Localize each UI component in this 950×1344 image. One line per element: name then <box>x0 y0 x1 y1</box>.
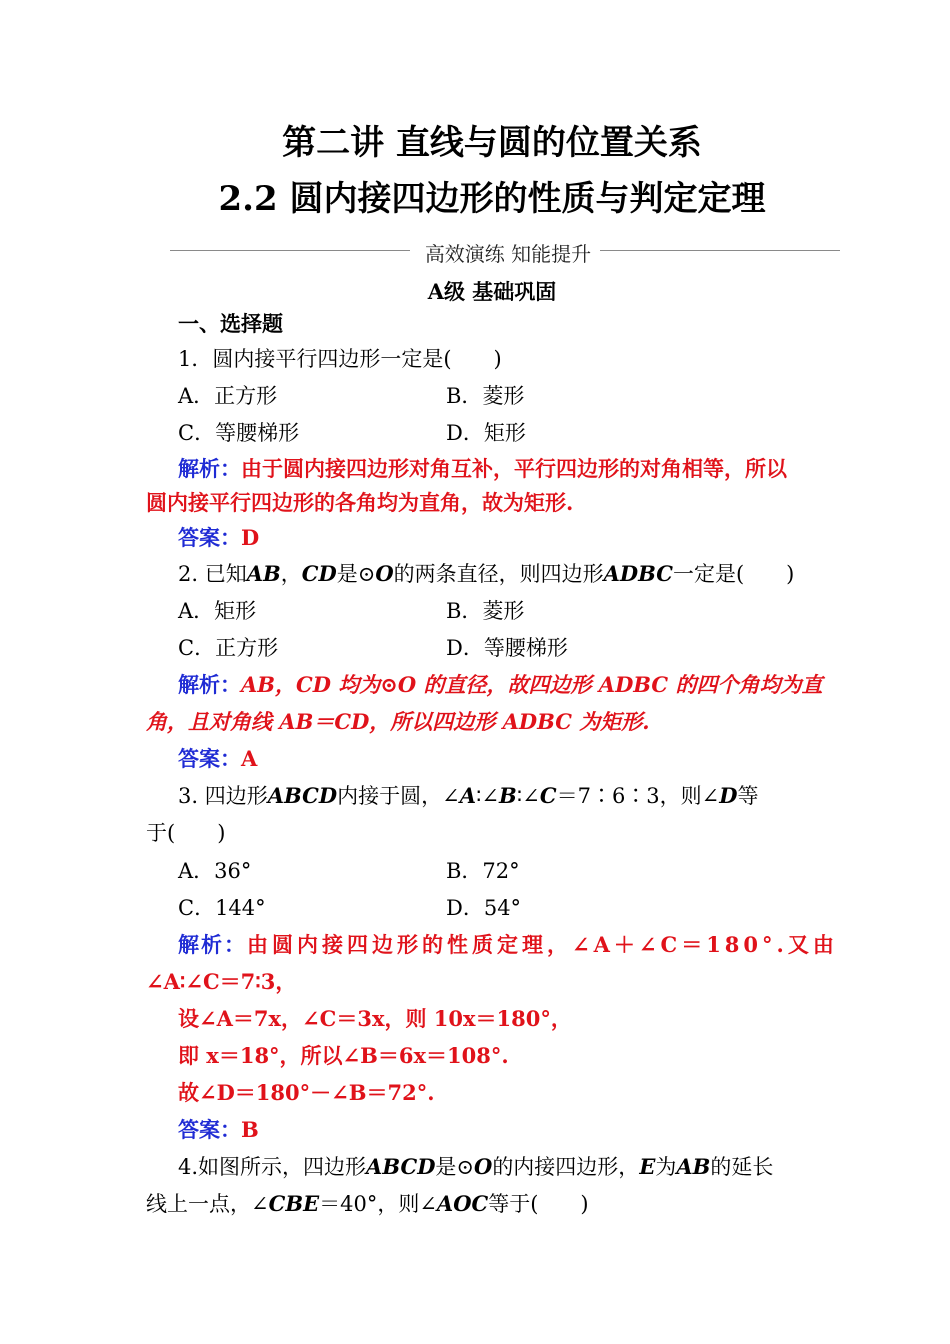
q2-stem-num: 2. 已知 <box>178 562 247 586</box>
q3-stem-ratio: ＝7∶6∶3，则∠ <box>556 784 720 808</box>
q3-analysis-label: 解析： <box>178 932 247 957</box>
q1-stem: 1．圆内接平行四边形一定是( ) <box>178 347 502 371</box>
q2-stem-mid: 是⊙ <box>336 562 376 586</box>
q4-stem-aoc: AOC <box>436 1191 489 1216</box>
section-title: 2.2 圆内接四边形的性质与判定定理 <box>218 179 766 219</box>
q2-option-b: B．菱形 <box>446 599 525 623</box>
q3-stem-a: A <box>459 783 476 808</box>
q1-analysis-line1 <box>178 455 787 483</box>
q4-stem-ab: AB <box>676 1154 711 1179</box>
q2-option-c: C．正方形 <box>178 636 279 660</box>
q3-option-d: D．54° <box>446 896 522 920</box>
q3-stem-b: B <box>499 783 517 808</box>
q4-stem-wei: 为 <box>655 1155 677 1179</box>
q3-stem-line1 <box>178 782 758 810</box>
q1-option-a: A．正方形 <box>178 384 278 408</box>
q3-stem-mid: 内接于圆，∠ <box>337 784 460 808</box>
q3-analysis-line5: 故∠D＝180°－∠B＝72°. <box>178 1080 435 1105</box>
q3-analysis-line3: 设∠A＝7x，∠C＝3x，则 10x＝180°， <box>178 1006 572 1031</box>
q3-stem-line2: 于( ) <box>146 821 226 845</box>
q3-stem-c: C <box>539 783 557 808</box>
q3-option-c: C．144° <box>178 896 266 920</box>
q4-stem-e: E <box>639 1154 656 1179</box>
q2-stem-ab: AB <box>246 561 281 586</box>
level-heading: A级 基础巩固 <box>427 279 557 304</box>
q1-answer <box>178 524 259 552</box>
q2-stem-cd: CD <box>301 561 337 586</box>
q4-stem-line2 <box>146 1190 589 1218</box>
q2-stem-comma: ， <box>280 562 302 586</box>
q2-analysis-line2: 角，且对角线 AB＝CD，所以四边形 ADBC 为矩形. <box>146 709 650 734</box>
q4-stem-line2-end: 等于( ) <box>488 1192 589 1216</box>
q3-analysis-line1 <box>178 931 838 959</box>
q2-stem-o: O <box>375 561 394 586</box>
section-heading-choice: 一、选择题 <box>178 311 283 336</box>
banner-divider <box>170 236 840 266</box>
q2-analysis-label: 解析： <box>178 672 241 697</box>
q3-stem-prefix: 3. 四边形 <box>178 784 268 808</box>
q1-option-c: C．等腰梯形 <box>178 421 300 445</box>
q2-analysis-line1 <box>178 671 822 699</box>
q2-answer-value: A <box>241 746 258 771</box>
banner-text: 高效演练 知能提升 <box>424 242 592 266</box>
q4-stem-extension: 的延长 <box>710 1155 774 1179</box>
q3-stem-abcd: ABCD <box>267 783 338 808</box>
q4-stem-line1 <box>178 1153 773 1181</box>
q3-analysis-text1: 由圆内接四边形的性质定理，∠A＋∠C＝180°.又由 <box>247 932 838 957</box>
q3-answer-label: 答案： <box>178 1117 241 1142</box>
q4-stem-prefix: 4.如图所示，四边形 <box>178 1155 367 1179</box>
q3-option-a: A．36° <box>178 859 252 883</box>
q3-stem-sep1: ∶∠ <box>475 784 500 808</box>
q1-answer-label: 答案： <box>178 525 241 550</box>
q3-answer-value: B <box>241 1117 259 1142</box>
q2-answer <box>178 745 257 773</box>
q2-option-d: D．等腰梯形 <box>446 636 568 660</box>
q2-stem-end: 一定是( ) <box>672 562 795 586</box>
q1-option-d: D．矩形 <box>446 421 526 445</box>
q3-stem-d: D <box>719 783 738 808</box>
q4-stem-abcd: ABCD <box>366 1154 436 1179</box>
q2-analysis-text1: AB，CD 均为⊙O 的直径，故四边形 ADBC 的四个角均为直 <box>241 672 823 697</box>
q3-stem-sep2: ∶∠ <box>516 784 540 808</box>
divider-line-left <box>170 250 410 251</box>
q2-stem-mid2: 的两条直径，则四边形 <box>393 562 604 586</box>
chapter-title: 第二讲 直线与圆的位置关系 <box>282 123 702 163</box>
q2-option-a: A．矩形 <box>178 599 257 623</box>
q3-analysis-line2: ∠A∶∠C＝7∶3， <box>146 969 297 994</box>
q1-analysis-label: 解析： <box>178 456 241 481</box>
q4-stem-cbe: CBE <box>268 1191 320 1216</box>
q2-answer-label: 答案： <box>178 746 241 771</box>
q3-answer <box>178 1116 259 1144</box>
q2-stem <box>178 560 794 588</box>
q3-stem-tail: 等 <box>737 784 759 808</box>
q4-stem-angle-value: ＝40°，则∠ <box>319 1192 437 1216</box>
q4-stem-shi: 是⊙ <box>435 1155 475 1179</box>
q1-answer-value: D <box>241 525 260 550</box>
q2-stem-adbc: ADBC <box>603 561 673 586</box>
divider-line-right <box>600 250 840 251</box>
q3-analysis-line4: 即 x＝18°，所以∠B＝6x＝108°. <box>178 1043 509 1068</box>
q4-stem-o: O <box>474 1154 493 1179</box>
q4-stem-inscribed: 的内接四边形， <box>492 1155 640 1179</box>
q1-analysis-line2: 圆内接平行四边形的各角均为直角，故为矩形. <box>146 490 574 515</box>
q1-option-b: B．菱形 <box>446 384 525 408</box>
q4-stem-line2-prefix: 线上一点，∠ <box>146 1192 269 1216</box>
q3-option-b: B．72° <box>446 859 520 883</box>
q1-analysis-text1: 由于圆内接四边形对角互补，平行四边形的对角相等，所以 <box>241 456 787 481</box>
